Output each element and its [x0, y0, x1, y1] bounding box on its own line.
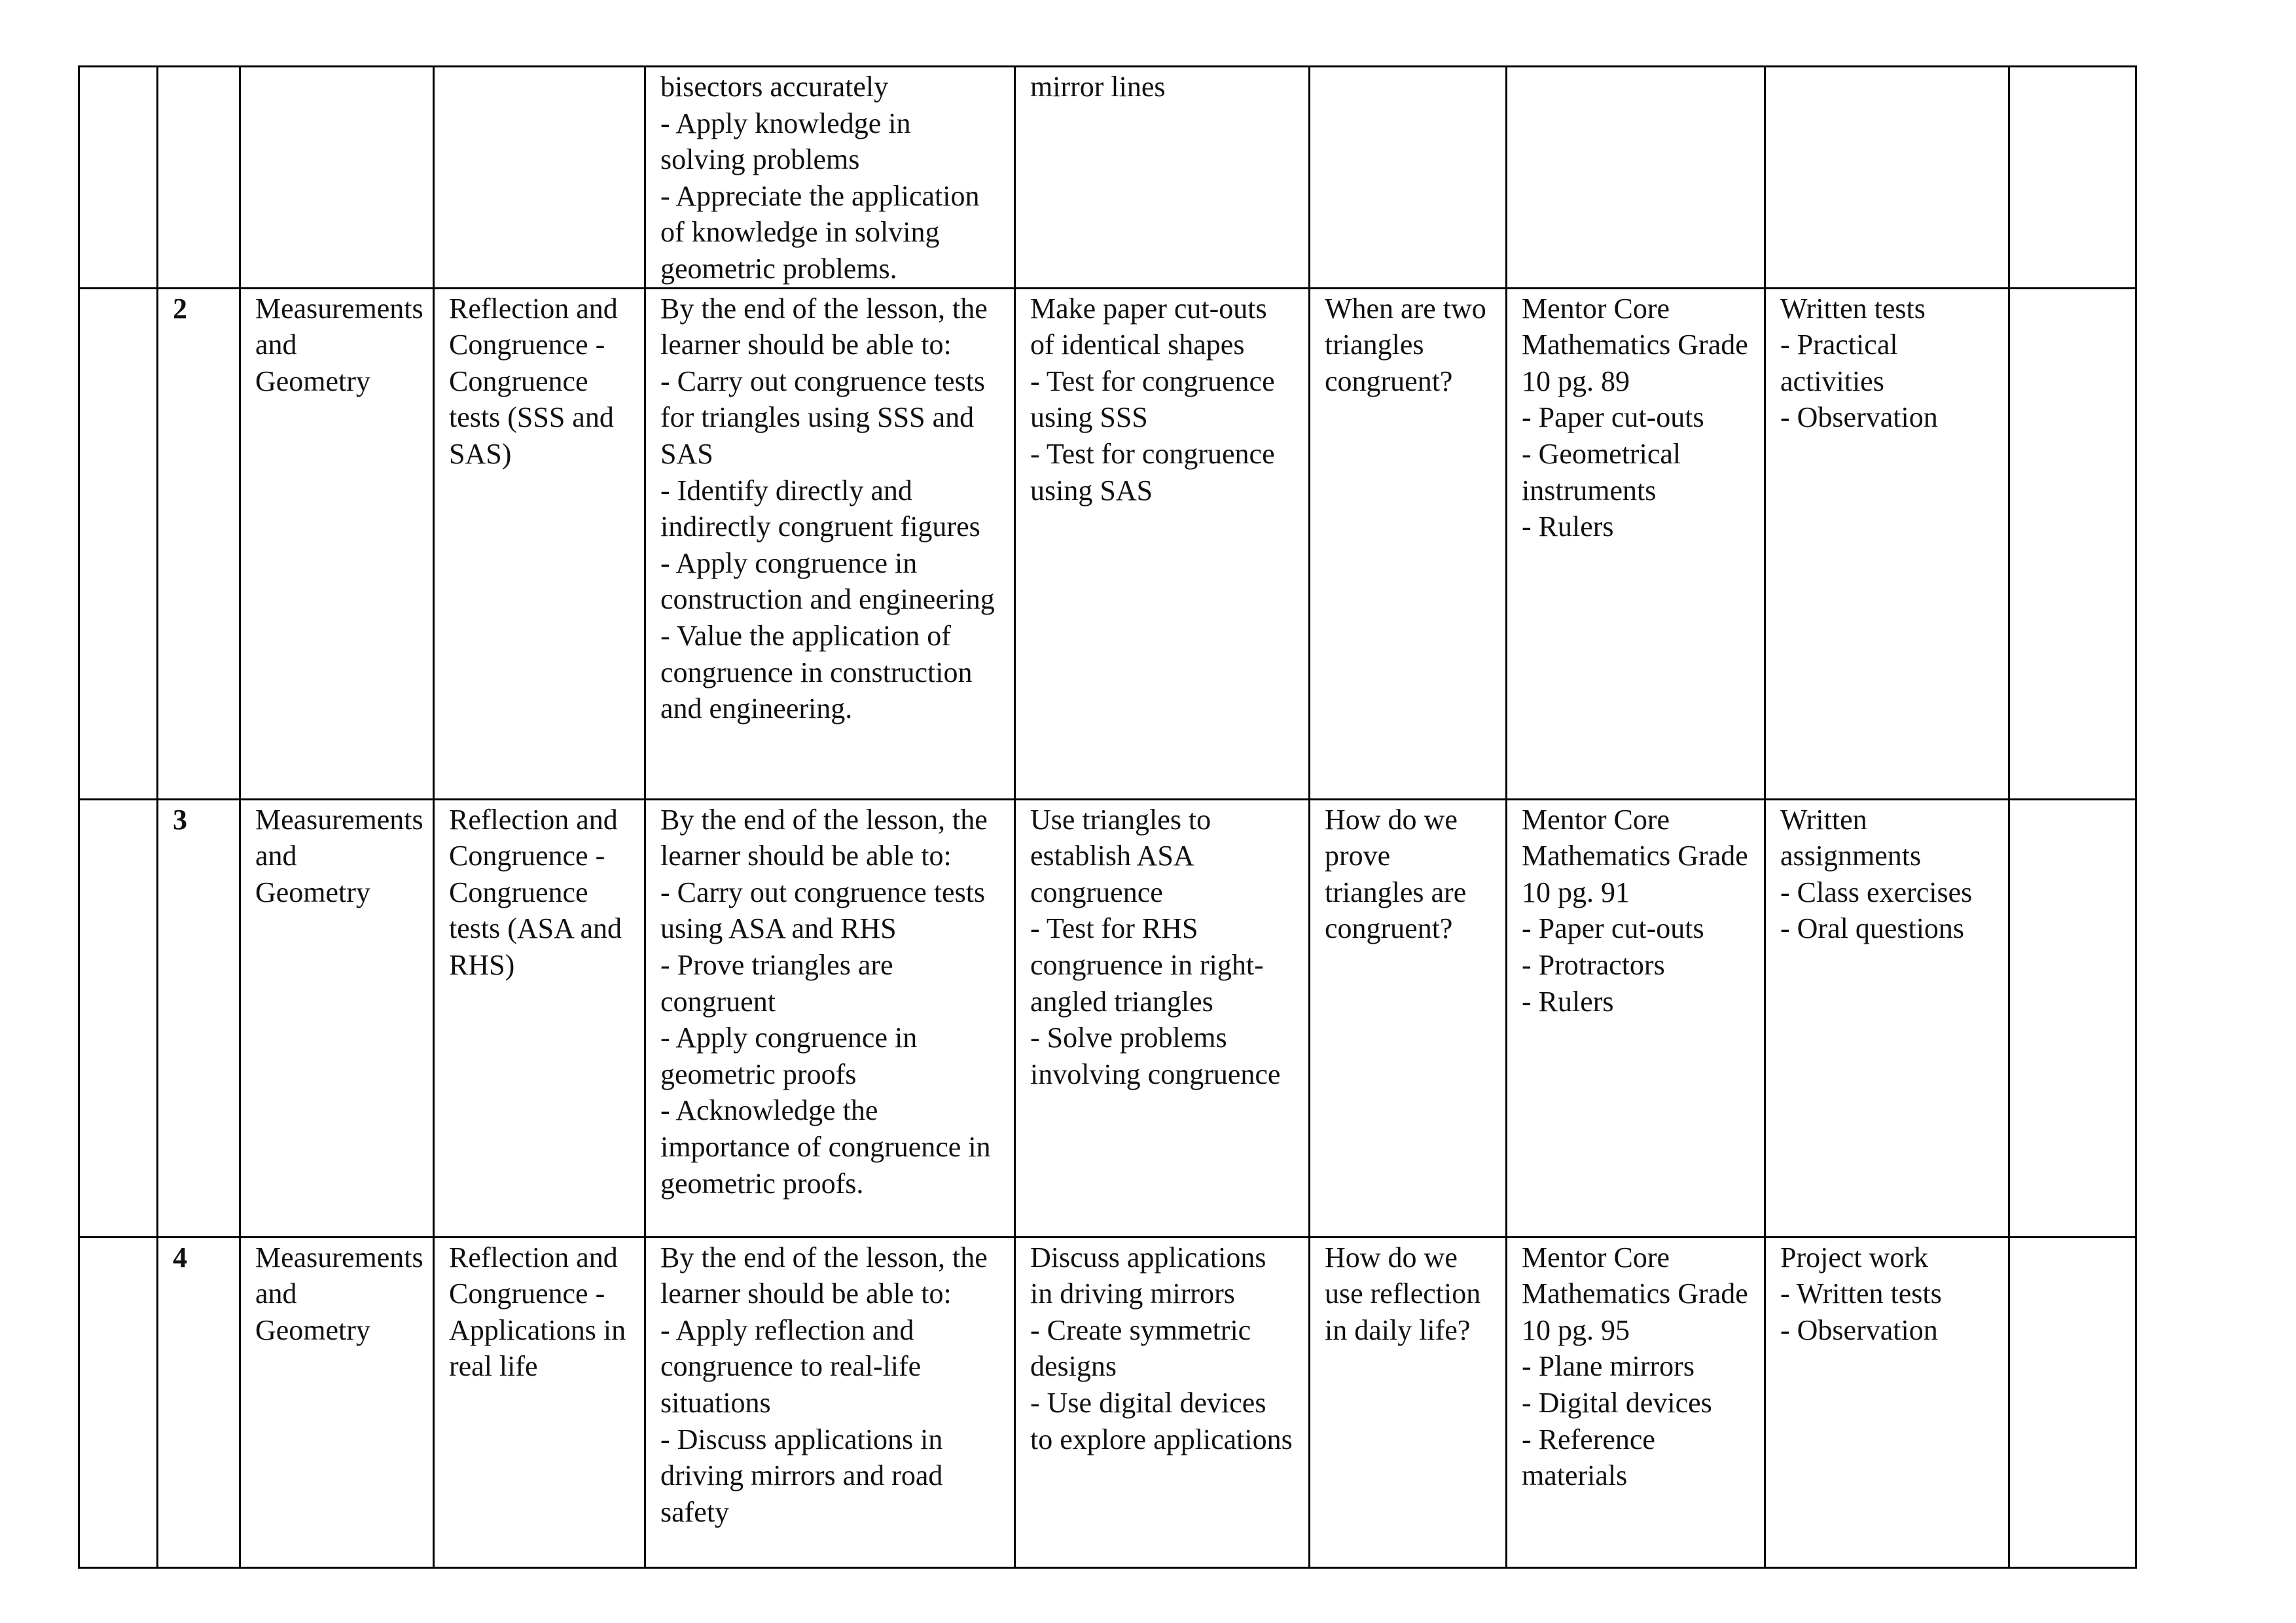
lesson-cell [79, 1237, 158, 1567]
table-row [79, 1237, 2136, 1567]
remarks-cell [2009, 67, 2136, 289]
week-cell: 2 [158, 288, 240, 799]
learning-resources-cell: Mentor Core Mathematics Grade 10 pg. 89 - Paper cut-outs - Geometrical instruments - Rulers [1507, 288, 1765, 799]
sub-strand-cell: Reflection and Congruence - Congruence tests (ASA and RHS) [434, 799, 645, 1237]
lesson-cell [79, 67, 158, 289]
learning-outcomes-cell: bisectors accurately - Apply knowledge in solving problems - Appreciate the application of knowledge in solving geometric problems. [645, 67, 1015, 289]
strand-cell: Measurements and Geometry [240, 1237, 434, 1567]
assessment-cell: Written tests - Practical activities - Observation [1765, 288, 2009, 799]
learning-experiences-cell: Make paper cut-outs of identical shapes - Test for congruence using SSS - Test for congruence using SAS [1015, 288, 1310, 799]
remarks-cell [2009, 288, 2136, 799]
learning-resources-cell: Mentor Core Mathematics Grade 10 pg. 91 - Paper cut-outs - Protractors - Rulers [1507, 799, 1765, 1237]
assessment-cell: Project work - Written tests - Observation [1765, 1237, 2009, 1567]
week-cell [158, 67, 240, 289]
table-row [79, 288, 2136, 799]
learning-outcomes-cell: By the end of the lesson, the learner should be able to: - Carry out congruence tests for triangles using SSS and SAS - Identify directly and indirectly congruent figures - Apply congruence in construction and engineering - Value the application of congruence in construction and engineering. [645, 288, 1015, 799]
sub-strand-cell: Reflection and Congruence - Applications in real life [434, 1237, 645, 1567]
lesson-cell [79, 288, 158, 799]
learning-resources-cell: Mentor Core Mathematics Grade 10 pg. 95 - Plane mirrors - Digital devices - Reference materials [1507, 1237, 1765, 1567]
key-inquiry-cell [1310, 67, 1507, 289]
learning-experiences-cell: mirror lines [1015, 67, 1310, 289]
table-row [79, 799, 2136, 1237]
strand-cell [240, 67, 434, 289]
table-row [79, 67, 2136, 289]
assessment-cell [1765, 67, 2009, 289]
learning-experiences-cell: Discuss applications in driving mirrors - Create symmetric designs - Use digital devices to explore applications [1015, 1237, 1310, 1567]
key-inquiry-cell: How do we use reflection in daily life? [1310, 1237, 1507, 1567]
key-inquiry-cell: How do we prove triangles are congruent? [1310, 799, 1507, 1237]
learning-outcomes-cell: By the end of the lesson, the learner should be able to: - Carry out congruence tests using ASA and RHS - Prove triangles are congruent - Apply congruence in geometric proofs - Acknowledge the importance of congruence in geometric proofs. [645, 799, 1015, 1237]
remarks-cell [2009, 799, 2136, 1237]
sub-strand-cell [434, 67, 645, 289]
learning-outcomes-cell: By the end of the lesson, the learner should be able to: - Apply reflection and congruence to real-life situations - Discuss applications in driving mirrors and road safety [645, 1237, 1015, 1567]
remarks-cell [2009, 1237, 2136, 1567]
scheme-of-work-table [78, 65, 2137, 1569]
learning-experiences-cell: Use triangles to establish ASA congruence - Test for RHS congruence in right-angled triangles - Solve problems involving congruence [1015, 799, 1310, 1237]
week-cell: 3 [158, 799, 240, 1237]
key-inquiry-cell: When are two triangles congruent? [1310, 288, 1507, 799]
learning-resources-cell [1507, 67, 1765, 289]
sub-strand-cell: Reflection and Congruence - Congruence tests (SSS and SAS) [434, 288, 645, 799]
lesson-cell [79, 799, 158, 1237]
week-cell: 4 [158, 1237, 240, 1567]
strand-cell: Measurements and Geometry [240, 288, 434, 799]
strand-cell: Measurements and Geometry [240, 799, 434, 1237]
assessment-cell: Written assignments - Class exercises - Oral questions [1765, 799, 2009, 1237]
